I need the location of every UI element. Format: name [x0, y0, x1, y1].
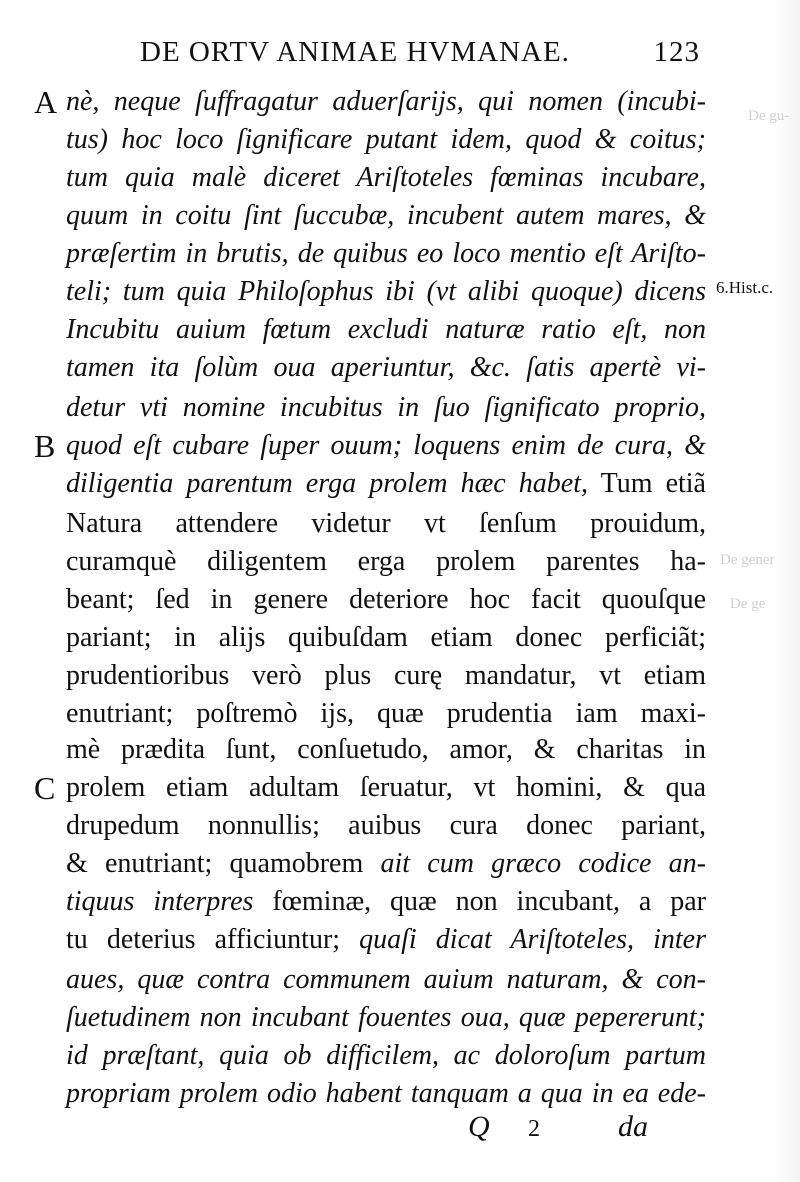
- text-line: teli; tum quia Philoſophus ibi (vt alibi quoque) dicens: [66, 276, 706, 307]
- text-span-italic: diligentia parentum erga prolem hæc habet,: [66, 468, 588, 499]
- text-line: [66, 464, 706, 504]
- text-span-roman: fœminæ, quæ non incubant, a par: [272, 886, 706, 917]
- margin-letter-a: A: [34, 84, 58, 120]
- text-span-italic: ait cum græco codice an-: [380, 848, 706, 879]
- catchword: da: [618, 1110, 648, 1143]
- text-line: Natura attendere videtur vt ſenſum prouidum,: [66, 508, 706, 539]
- text-line: aues, quæ contra communem auium naturam, & con-: [66, 964, 706, 995]
- text-line: præſertim in brutis, de quibus eo loco mentio eſt Ariſto-: [66, 238, 706, 269]
- text-line: drupedum nonnullis; auibus cura donec pariant,: [66, 810, 706, 841]
- text-line: mè prædita ſunt, conſuetudo, amor, & charitas in: [66, 734, 706, 765]
- text-line: tum quia malè diceret Ariſtoteles fœminas incubare,: [66, 162, 706, 193]
- text-line: prudentioribus verò plus curę mandatur, vt etiam: [66, 660, 706, 691]
- text-line: [66, 920, 706, 960]
- ghost-note-3: De ge: [730, 596, 766, 612]
- text-line: Incubitu auium fœtum excludi naturæ ratio eſt, non: [66, 314, 706, 345]
- text-line: tus) hoc loco ſignificare putant idem, quod & coitus;: [66, 124, 706, 155]
- text-line: [66, 882, 706, 922]
- text-line: beant; ſed in genere deteriore hoc facit quouſque: [66, 584, 706, 615]
- signature-mark: Q: [468, 1110, 490, 1143]
- text-line: quod eſt cubare ſuper ouum; loquens enim de cura, &: [66, 430, 706, 461]
- running-title: DE ORTV ANIMAE HVMANAE.: [140, 36, 570, 68]
- text-line: id præſtant, quia ob difficilem, ac doloroſum partum: [66, 1040, 706, 1071]
- text-line: curamquè diligentem erga prolem parentes ha-: [66, 546, 706, 577]
- text-line: ſuetudinem non incubant fouentes oua, quæ pepererunt;: [66, 1002, 706, 1033]
- text-line: enutriant; poſtremò ijs, quæ prudentia iam maxi-: [66, 698, 706, 729]
- margin-letter-b: B: [34, 428, 56, 464]
- text-line: pariant; in alijs quibuſdam etiam donec perficiãt;: [66, 622, 706, 653]
- page-edge-shadow: [774, 0, 800, 1182]
- text-line: prolem etiam adultam ſeruatur, vt homini, & qua: [66, 772, 706, 803]
- running-header: [140, 36, 700, 76]
- ghost-note-2: De gener: [720, 552, 775, 568]
- text-line: tamen ita ſolùm oua aperiuntur, &c. ſatis apertè vi-: [66, 352, 706, 383]
- text-span-roman: Tum etiã: [600, 468, 706, 499]
- signature-number: 2: [528, 1116, 540, 1142]
- ghost-note-1: De gu-: [748, 108, 790, 124]
- text-line: [66, 844, 706, 884]
- margin-letter-c: C: [34, 770, 56, 806]
- page-number: 123: [653, 36, 700, 68]
- text-span-italic: quaſi dicat Ariſtoteles, inter: [359, 924, 706, 955]
- text-line: quum in coitu ſint ſuccubæ, incubent autem mares, &: [66, 200, 706, 231]
- text-span-italic: tiquus interpres: [66, 886, 254, 917]
- text-span-roman: & enutriant; quamobrem: [66, 848, 364, 879]
- margin-note: 6.Hist.c.: [716, 278, 774, 297]
- text-line: nè, neque ſuffragatur aduerſarijs, qui nomen (incubi-: [66, 86, 706, 117]
- text-line: detur vti nomine incubitus in ſuo ſignificato proprio,: [66, 392, 706, 423]
- text-span-roman: tu deterius afficiuntur;: [66, 924, 341, 955]
- text-line: propriam prolem odio habent tanquam a qua in ea ede-: [66, 1078, 706, 1109]
